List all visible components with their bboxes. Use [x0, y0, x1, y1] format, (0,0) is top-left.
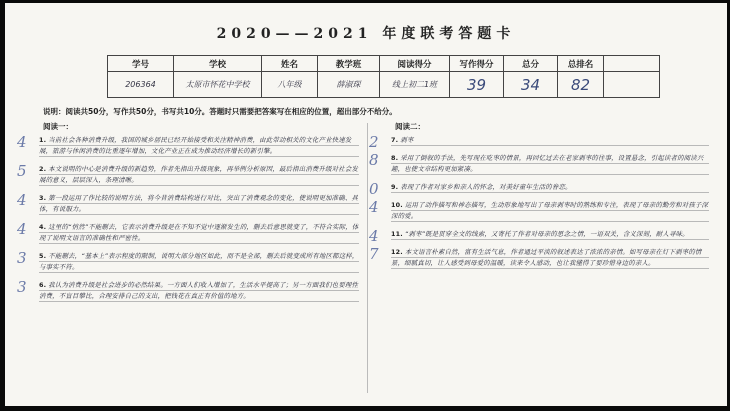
answer-content: 本文说明的中心是消费升级的新趋势，作者先指出升级现象，再举例分析原因，最后指出消费升级对社会发展的意义，层层深入，条理清晰。: [39, 165, 359, 184]
header-total-rank: [604, 56, 660, 72]
left-answer-column: [17, 133, 359, 309]
answer-content: 当前社会各种消费升级，我国的城乡居民已经开始接受和关注精神消费，由此带动相关的文化产业快速发展，旅游与休闲消费的比重逐年增加，文化产业正在成为推动经济增长的新引擎。: [39, 136, 352, 155]
info-header-row: [108, 56, 660, 72]
section-one-title: 阅读一：: [43, 122, 73, 131]
answer-block: [369, 245, 709, 269]
answer-content: 不能删去，“基本上”表示程度的限制，说明大部分地区如此，而不是全部，删去后就变成所有地区都这样，与事实不符。: [39, 252, 359, 271]
value-name: 薛淑琛: [318, 72, 380, 98]
grade-mark: 0: [369, 180, 379, 198]
value-total-rank: [604, 72, 660, 98]
answer-text: [391, 182, 709, 193]
header-total-score: 总排名: [558, 56, 604, 72]
answer-text: [391, 247, 709, 269]
sheet-title: 2020——2021 年度联考答题卡: [216, 26, 516, 42]
answer-text: [391, 200, 709, 222]
question-number: 2.: [39, 165, 47, 173]
right-answer-column: [369, 133, 709, 276]
header-class: 阅读得分: [380, 56, 450, 72]
value-reading-score: 39: [450, 72, 504, 98]
answer-block: [369, 151, 709, 175]
info-value-row: [108, 72, 660, 98]
answer-block: [17, 220, 359, 244]
question-number: 8.: [391, 154, 399, 162]
answer-content: 本文语言朴素自然，富有生活气息，作者通过平淡的叙述表达了浓浓的亲情。如写母亲在灯下剥枣的情景，细腻真切，让人感受到母爱的温暖，读来令人感动，也让我懂得了要珍惜身边的亲人。: [391, 248, 702, 267]
value-writing-score: 34: [504, 72, 558, 98]
answer-text: [39, 251, 359, 273]
question-number: 5.: [39, 252, 47, 260]
question-number: 11.: [391, 230, 403, 238]
answer-block: [17, 249, 359, 273]
grade-mark: 4: [369, 227, 379, 245]
answer-block: [369, 227, 709, 245]
grade-mark: 7: [369, 245, 379, 263]
answer-text: [39, 135, 359, 157]
grade-mark: 4: [369, 198, 379, 216]
grade-mark: 2: [369, 133, 379, 151]
answer-content: 我认为消费升级是社会进步的必然结果。一方面人们收入增加了，生活水平提高了；另一方面我们也要理性消费，不盲目攀比，合理安排自己的支出，把钱花在真正有价值的地方。: [39, 281, 359, 300]
value-class: 线上初二1班: [380, 72, 450, 98]
question-number: 1.: [39, 136, 47, 144]
grade-mark: 8: [369, 151, 379, 169]
grade-mark: 4: [17, 133, 27, 151]
question-number: 12.: [391, 248, 403, 256]
value-student-id: 206364: [108, 72, 174, 98]
answer-content: 第一段运用了作比较的说明方法，将今昔消费结构进行对比，突出了消费观念的变化，使说明更加准确、具体，有说服力。: [39, 194, 359, 213]
value-school: 太原市怀花中学校: [174, 72, 262, 98]
header-grade: 姓名: [262, 56, 318, 72]
answer-text: [39, 280, 359, 302]
answer-content: 剥枣: [400, 136, 414, 144]
answer-block: [17, 278, 359, 302]
grade-mark: 3: [17, 278, 27, 296]
column-divider: [367, 123, 368, 393]
value-total-score: 82: [558, 72, 604, 98]
answer-block: [369, 198, 709, 222]
question-number: 3.: [39, 194, 47, 202]
answer-text: [391, 153, 709, 175]
answer-content: 这里的“悄然”不能删去，它表示消费升级是在不知不觉中逐渐发生的，删去后意思就变了，不符合实际，体现了说明文语言的准确性和严密性。: [39, 223, 359, 242]
answer-block: [17, 133, 359, 157]
answer-block: [369, 180, 709, 198]
answer-sheet: [5, 3, 727, 406]
header-school: 学校: [174, 56, 262, 72]
answer-text: [39, 222, 359, 244]
answer-text: [391, 135, 709, 146]
answer-block: [369, 133, 709, 151]
question-number: 4.: [39, 223, 47, 231]
answer-text: [39, 193, 359, 215]
header-reading-score: 写作得分: [450, 56, 504, 72]
question-number: 7.: [391, 136, 399, 144]
answer-content: 运用了动作描写和神态描写，生动形象地写出了母亲剥枣时的熟练和专注，表现了母亲的勤劳和对孩子深深的爱。: [391, 201, 709, 220]
value-grade: 八年级: [262, 72, 318, 98]
section-two-title: 阅读二：: [395, 122, 425, 131]
answer-content: 表现了作者对家乡和亲人的怀念，对美好童年生活的眷恋。: [400, 183, 572, 191]
answer-content: 采用了倒叙的手法，先写现在吃枣的情景，再回忆过去在老家剥枣的往事，设置悬念，引起读者的阅读兴趣，也使文章结构更加紧凑。: [391, 154, 704, 173]
answer-block: [17, 162, 359, 186]
question-number: 6.: [39, 281, 47, 289]
instructions: 说明：阅读共50分，写作共50分，书写共10分。答题时只需要把答案写在相应的位置，超出部分不给分。: [43, 107, 397, 116]
grade-mark: 5: [17, 162, 27, 180]
answer-text: [391, 229, 709, 240]
question-number: 10.: [391, 201, 403, 209]
answer-text: [39, 164, 359, 186]
question-number: 9.: [391, 183, 399, 191]
header-writing-score: 总分: [504, 56, 558, 72]
grade-mark: 4: [17, 220, 27, 238]
header-student-id: 学号: [108, 56, 174, 72]
answer-block: [17, 191, 359, 215]
header-name: 教学班: [318, 56, 380, 72]
grade-mark: 3: [17, 249, 27, 267]
student-info-table: [107, 55, 660, 98]
grade-mark: 4: [17, 191, 27, 209]
answer-content: “剥枣”既是贯穿全文的线索，又寄托了作者对母亲的思念之情，一语双关，含义深刻，耐人寻味。: [404, 230, 689, 238]
